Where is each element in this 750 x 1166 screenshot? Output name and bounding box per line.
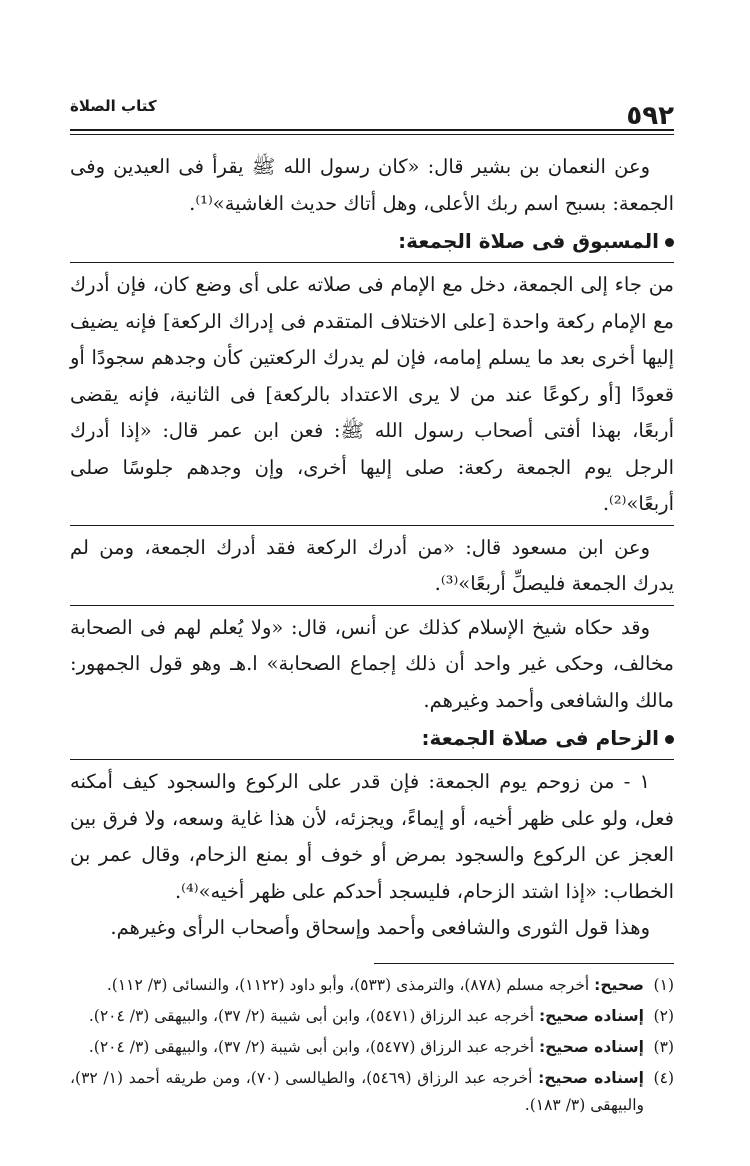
- footnote-item: [70, 1003, 674, 1030]
- footnote-item: [70, 972, 674, 999]
- footnote-item: [70, 1034, 674, 1061]
- heading-zeham: [70, 719, 674, 757]
- footnote-grade: إسناده صحيح:: [538, 1037, 644, 1056]
- footnote-grade: إسناده صحيح:: [538, 1006, 644, 1025]
- header-rule: [70, 129, 674, 131]
- paragraph-ibn-masud: وعن ابن مسعود قال: «من أدرك الركعة فقد أدرك الجمعة، ومن لم يدرك الجمعة فليصلِّ أربعًا»⁽³⁾.: [70, 535, 674, 595]
- page-header: [70, 95, 674, 131]
- heading-zeham-text: الزحام فى صلاة الجمعة:: [421, 726, 659, 750]
- paragraph-scholars: وهذا قول الثورى والشافعى وأحمد وإسحاق وأصحاب الرأى وغيرهم.: [110, 916, 650, 939]
- footnote-grade: صحيح:: [594, 975, 644, 994]
- footnote-number: (٣): [653, 1037, 674, 1056]
- footnote-text: أخرجه مسلم (٨٧٨)، والترمذى (٥٣٣)، وأبو داود (١١٢٢)، والنسائى (٣/ ١١٢).: [106, 975, 590, 994]
- heading-masbuq-text: المسبوق فى صلاة الجمعة:: [398, 229, 659, 253]
- footnote-number: (١): [653, 975, 674, 994]
- footnote-item: [70, 1065, 674, 1119]
- heading-masbuq: [70, 222, 674, 260]
- footnote-number: (٤): [653, 1068, 674, 1087]
- paragraph-masbuq-ruling: من جاء إلى الجمعة، دخل مع الإمام فى صلاته على أى وضع كان، فإن أدرك مع الإمام ركعة واحدة [على الاختلاف المتقدم فى إدراك الركعة] فإنه يضيف إليها أخرى بعد ما يسلم إمامه، فإن لم يدرك الركعتين كأن وجدهم سجودًا أو قعودًا [أو ركوعًا عند من لا يرى الاعتداد بالركعة] فى الثانية، فإنه يقضى أربعًا، بهذا أفتى أصحاب رسول الله ﷺ: فعن ابن عمر قال: «إذا أدرك الرجل يوم الجمعة ركعة: صلى إليها أخرى، وإن وجدهم جلوسًا صلى أربعًا»⁽²⁾.: [70, 273, 674, 515]
- paragraph-rule: [70, 525, 674, 526]
- paragraph-ibn-taymiyyah: وقد حكاه شيخ الإسلام كذلك عن أنس، قال: «ولا يُعلم لهم فى الصحابة مخالف، وحكى غير واحد أن ذلك إجماع الصحابة» ا.هـ وهو قول الجمهور: مالك والشافعى وأحمد وغيرهم.: [70, 615, 674, 712]
- bullet-icon: [665, 238, 674, 247]
- running-title: كتاب الصلاة: [70, 97, 157, 115]
- main-text: [70, 149, 674, 947]
- footnote-text: أخرجه عبد الرزاق (٥٤٦٩)، والطيالسى (٧٠)، ومن طريقه أحمد (١/ ٣٢)، والبيهقى (٣/ ١٨٣).: [70, 1068, 644, 1114]
- footnotes: [70, 972, 674, 1119]
- book-page: [70, 95, 674, 1123]
- page-number: ٥٩٢: [626, 101, 674, 131]
- footnote-rule: [374, 963, 674, 964]
- footnote-text: أخرجه عبد الرزاق (٥٤٧١)، وابن أبى شيبة (٢/ ٣٧)، والبيهقى (٣/ ٢٠٤).: [88, 1006, 534, 1025]
- paragraph-numan-hadith: وعن النعمان بن بشير قال: «كان رسول الله ﷺ يقرأ فى العيدين وفى الجمعة: بسبح اسم ربك الأعلى، وهل أتاك حديث الغاشية»⁽¹⁾.: [70, 155, 674, 215]
- bullet-icon: [665, 735, 674, 744]
- footnote-grade: إسناده صحيح:: [538, 1068, 644, 1087]
- paragraph-rule: [70, 605, 674, 606]
- footnote-text: أخرجه عبد الرزاق (٥٤٧٧)، وابن أبى شيبة (٢/ ٣٧)، والبيهقى (٣/ ٢٠٤).: [88, 1037, 534, 1056]
- section-rule: [70, 262, 674, 263]
- header-rule-thin: [70, 134, 674, 135]
- paragraph-zeham-ruling: ١ - من زوحم يوم الجمعة: فإن قدر على الركوع والسجود كيف أمكنه فعل، ولو على ظهر أخيه، أو إيماءً، ويجزئه، لأن هذا غاية وسعه، ولا فرق بين العجز عن الركوع والسجود بمرض أو خوف أو بمنع الزحام، وقال عمر بن الخطاب: «إذا اشتد الزحام، فليسجد أحدكم على ظهر أخيه»⁽⁴⁾.: [70, 770, 674, 903]
- section-rule: [70, 759, 674, 760]
- footnote-number: (٢): [653, 1006, 674, 1025]
